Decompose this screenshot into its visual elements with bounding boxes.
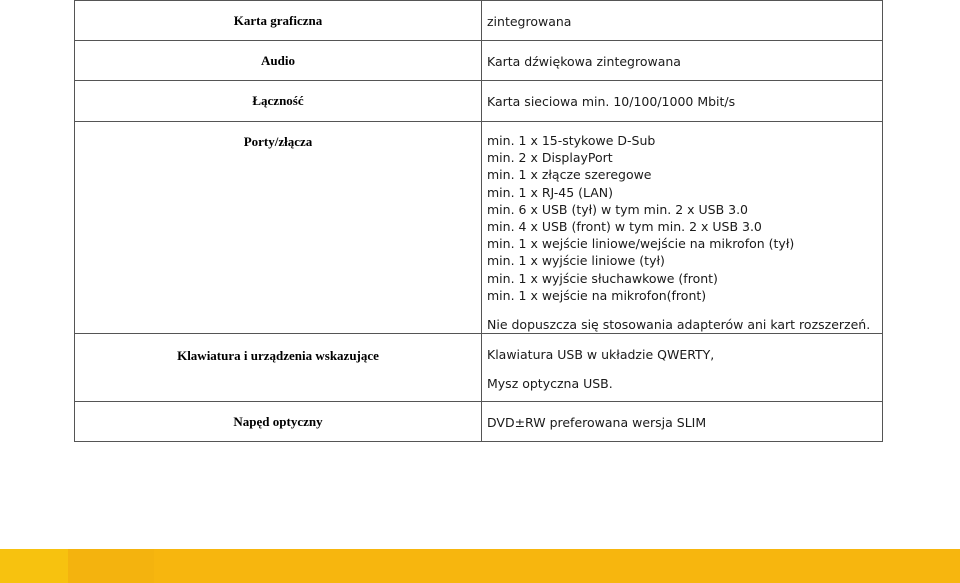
spec-label: Łączność (75, 81, 482, 122)
spec-value (482, 81, 883, 122)
spec-label: Napęd optyczny (75, 402, 482, 442)
port-item: min. 2 x DisplayPort (487, 150, 613, 166)
port-item: min. 1 x wyjście liniowe (tył) (487, 253, 665, 269)
port-item: min. 4 x USB (front) w tym min. 2 x USB 3.0 (487, 219, 762, 235)
port-item: min. 1 x 15-stykowe D-Sub (487, 133, 656, 148)
spec-row-audio (75, 41, 883, 81)
port-item: min. 1 x RJ-45 (LAN) (487, 184, 614, 200)
spec-value-text: DVD±RW preferowana wersja SLIM (487, 415, 707, 431)
keyboard-text: Klawiatura USB w układzie QWERTY, (487, 347, 715, 363)
port-item: min. 1 x wejście na mikrofon(front) (487, 287, 707, 303)
spec-value (482, 402, 883, 442)
spec-value-text: Karta sieciowa min. 10/100/1000 Mbit/s (487, 94, 736, 109)
port-item: min. 1 x złącze szeregowe (487, 167, 652, 183)
spec-value-text: Karta dźwiękowa zintegrowana (487, 54, 681, 69)
spec-value-text: zintegrowana (487, 14, 572, 29)
spec-label: Klawiatura i urządzenia wskazujące (75, 334, 482, 402)
port-item: min. 1 x wyjście słuchawkowe (front) (487, 270, 718, 286)
footer-segment (68, 549, 154, 583)
spec-row-graphics (75, 1, 883, 41)
specification-table (74, 0, 883, 442)
spec-value (482, 1, 883, 41)
footer-color-bar (0, 549, 960, 583)
spec-value (482, 41, 883, 81)
spec-row-keyboard-mouse (75, 334, 883, 402)
spec-label: Karta graficzna (75, 1, 482, 41)
ports-note: Nie dopuszcza się stosowania adapterów ani kart rozszerzeń. (487, 317, 871, 333)
port-item: min. 6 x USB (tył) w tym min. 2 x USB 3.0 (487, 201, 748, 217)
spec-label: Porty/złącza (75, 122, 482, 334)
footer-segment (0, 549, 68, 583)
ports-list (487, 122, 882, 304)
footer-segment (154, 549, 960, 583)
spec-value (482, 334, 883, 402)
spec-label: Audio (75, 41, 482, 81)
spec-row-ports (75, 122, 883, 334)
mouse-text: Mysz optyczna USB. (487, 376, 613, 392)
spec-row-connectivity (75, 81, 883, 122)
port-item: min. 1 x wejście liniowe/wejście na mikrofon (tył) (487, 236, 795, 252)
spec-value (482, 122, 883, 334)
spec-row-optical-drive (75, 402, 883, 442)
